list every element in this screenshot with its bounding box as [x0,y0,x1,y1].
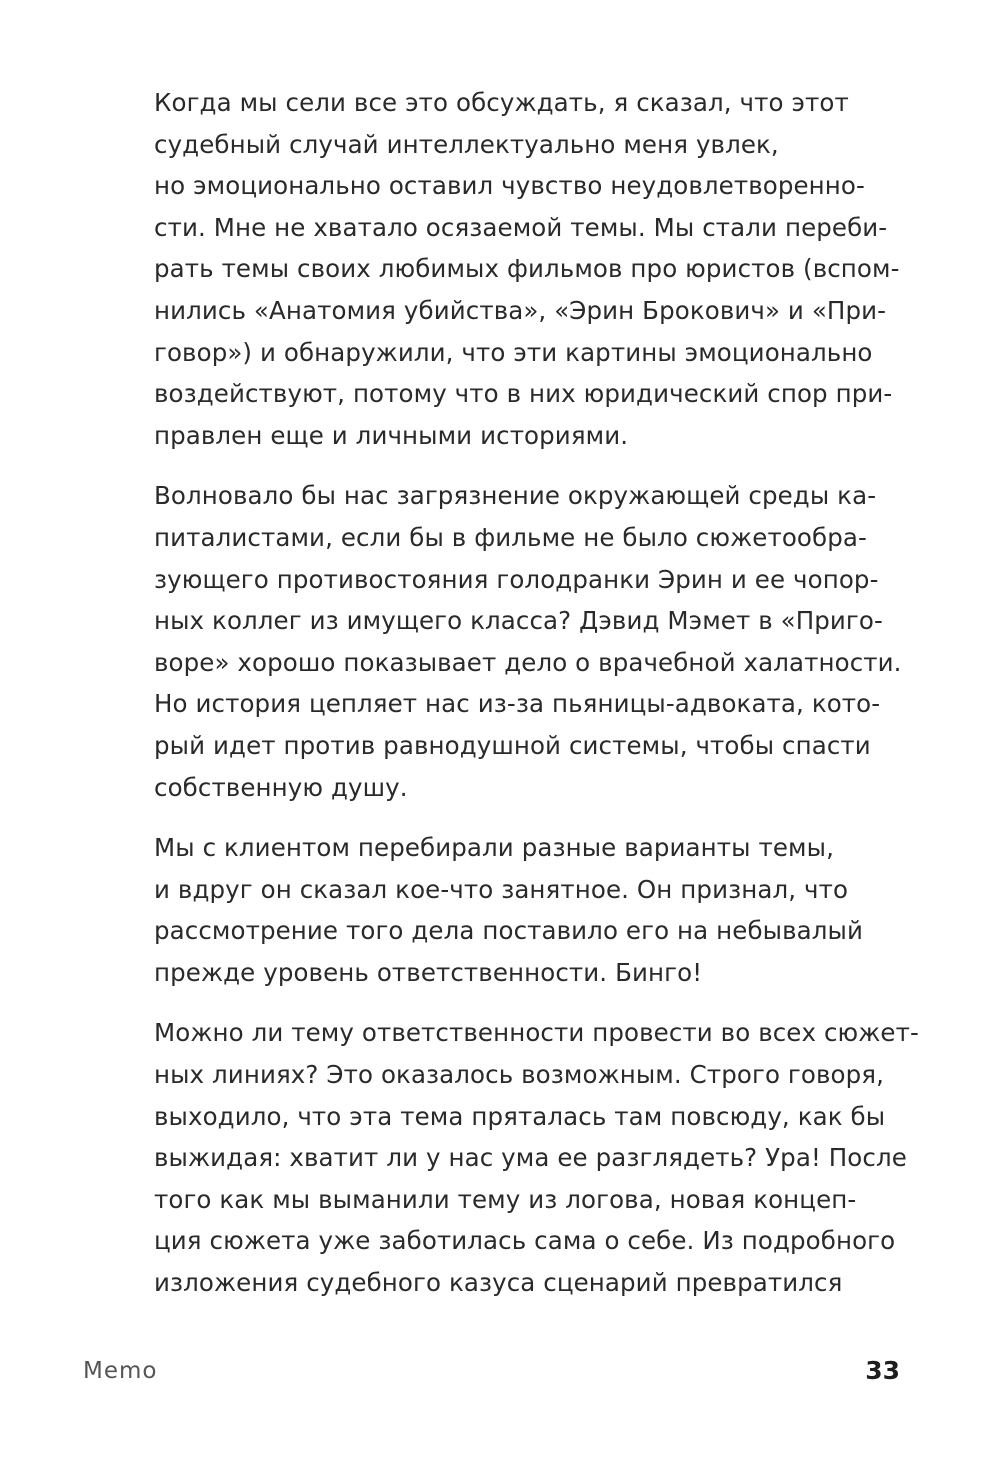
text-line: но эмоционально оставил чувство неудовлетворенно- [154,171,865,201]
text-line: и вдруг он сказал кое-что занятное. Он признал, что [154,874,849,904]
paragraph-3 [154,827,914,993]
text-line: прежде уровень ответственности. Бинго! [154,957,703,987]
text-line: говор») и обнаружили, что эти картины эмоционально [154,337,873,367]
text-line: воре» хорошо показывает дело о врачебной халатности. [154,647,902,677]
text-line: правлен еще и личными историями. [154,420,629,450]
text-line: того как мы выманили тему из логова, новая концеп- [154,1184,857,1214]
text-line: Можно ли тему ответственности провести во всех сюжет- [154,1018,919,1048]
text-line: рый идет против равнодушной системы, чтобы спасти [154,730,871,760]
paragraph-1 [154,82,914,456]
text-line: изложения судебного казуса сценарий превратился [154,1268,843,1298]
text-line: рассмотрение того дела поставило его на небывалый [154,916,863,946]
text-line: судебный случай интеллектуально меня увлек, [154,129,779,159]
text-line: Мы с клиентом перебирали разные варианты темы, [154,833,834,863]
text-line: ция сюжета уже заботилась сама о себе. Из подробного [154,1226,896,1256]
text-line: выжидая: хватит ли у нас ума ее разглядеть? Ура! После [154,1143,907,1173]
page-number: 33 [865,1356,900,1385]
text-line: воздействуют, потому что в них юридический спор при- [154,379,893,409]
text-line: зующего противостояния голодранки Эрин и ее чопор- [154,564,879,594]
text-line: Но история цепляет нас из-за пьяницы-адвоката, кото- [154,689,881,719]
text-line: сти. Мне не хватало осязаемой темы. Мы стали переби- [154,212,888,242]
text-line: ных линиях? Это оказалось возможным. Строго говоря, [154,1060,885,1090]
text-line: собственную душу. [154,772,408,802]
text-line: Когда мы сели все это обсуждать, я сказал, что этот [154,88,849,117]
paragraph-4 [154,1012,919,1303]
text-line: нились «Анатомия убийства», «Эрин Брокович» и «При- [154,295,887,325]
text-line: питалистами, если бы в фильме не было сюжетообра- [154,522,867,552]
text-line: Волновало бы нас загрязнение окружающей среды ка- [154,481,877,511]
text-line: выходило, что эта тема пряталась там повсюду, как бы [154,1101,886,1131]
body-text [154,82,919,1323]
publisher-name: Memo [83,1358,158,1384]
text-line: ных коллег из имущего класса? Дэвид Мэмет в «Приго- [154,606,883,636]
text-line: рать темы своих любимых фильмов про юристов (вспом- [154,254,900,284]
paragraph-2 [154,475,914,808]
